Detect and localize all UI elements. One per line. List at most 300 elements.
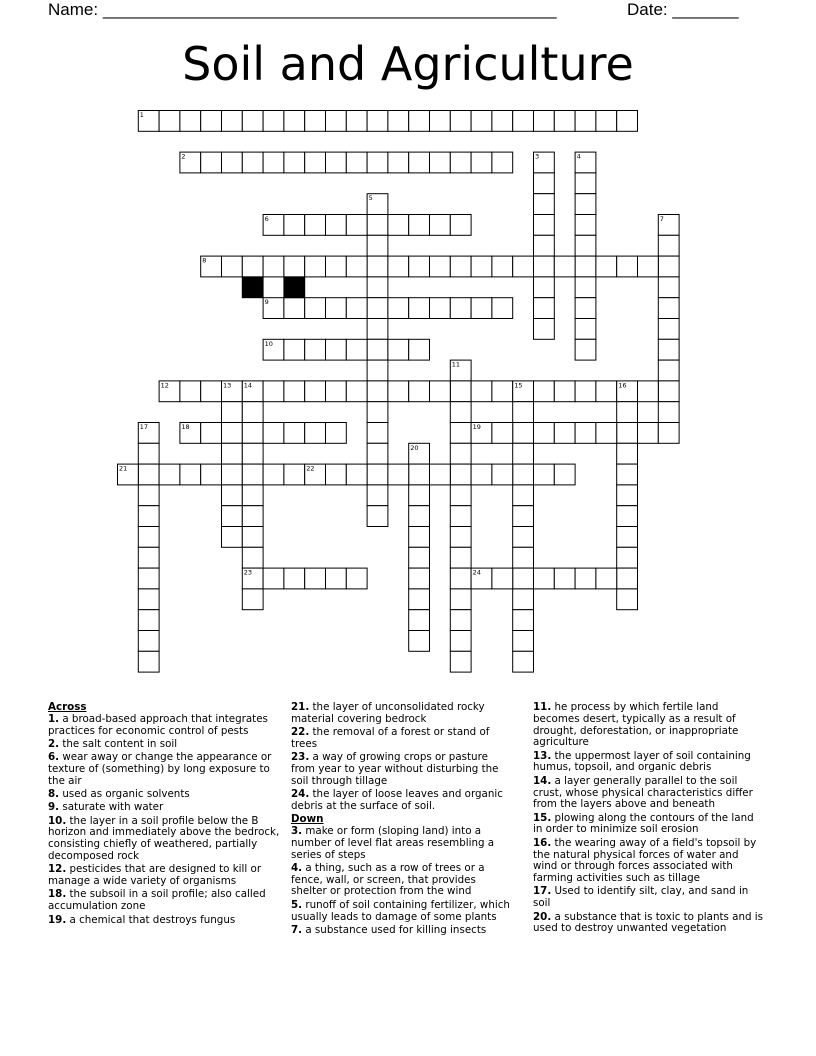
grid-cell[interactable] [554,423,575,444]
grid-cell[interactable] [263,256,284,277]
grid-cell[interactable] [617,464,638,485]
down-clue [291,863,513,898]
grid-cell[interactable] [450,568,471,589]
grid-cell[interactable] [367,111,388,132]
grid-cell[interactable] [326,111,347,132]
grid-cell[interactable] [159,464,180,485]
grid-cell[interactable] [409,111,430,132]
grid-cell[interactable] [513,610,534,631]
grid-cell[interactable] [658,339,679,360]
grid-cell[interactable] [554,568,575,589]
clue-num: 9. [48,801,60,814]
grid-cell[interactable] [222,423,243,444]
grid-cell[interactable] [575,339,596,360]
grid-cell[interactable] [201,152,222,173]
grid-cell[interactable] [326,381,347,402]
grid-cell[interactable] [492,256,513,277]
grid-cell[interactable] [242,256,263,277]
grid-cell[interactable] [534,381,555,402]
grid-cell[interactable] [430,298,451,319]
grid-cell[interactable] [138,443,159,464]
grid-cell[interactable] [388,339,409,360]
grid-cell[interactable] [492,423,513,444]
clue-text: the uppermost layer of soil containing humus, topsoil, and organic debris [533,749,751,774]
across-clue [48,789,280,801]
grid-cell[interactable] [492,381,513,402]
grid-cell[interactable] [138,610,159,631]
grid-cell[interactable] [388,152,409,173]
grid-cell[interactable] [575,568,596,589]
grid-cell[interactable] [450,651,471,672]
grid-cell[interactable] [471,381,492,402]
grid-cell[interactable] [658,256,679,277]
grid-cell[interactable] [513,527,534,548]
clue-number: 19 [472,423,481,431]
grid-cell[interactable] [222,527,243,548]
grid-cell[interactable] [263,152,284,173]
grid-cell[interactable] [138,651,159,672]
grid-cell[interactable] [388,215,409,236]
grid-cell[interactable] [346,256,367,277]
grid-cell[interactable] [367,506,388,527]
grid-cell[interactable] [346,298,367,319]
grid-cell[interactable] [450,215,471,236]
grid-cell[interactable] [617,256,638,277]
clue-number: 8 [202,256,207,265]
grid-cell[interactable] [284,381,305,402]
grid-cell[interactable] [575,256,596,277]
grid-cell[interactable] [138,464,159,485]
across-clue [291,752,513,787]
grid-cell[interactable] [658,423,679,444]
grid-cell[interactable] [409,256,430,277]
clue-num: 2. [48,737,60,750]
grid-cell[interactable] [450,152,471,173]
grid-cell[interactable] [346,152,367,173]
grid-cell[interactable] [617,547,638,568]
grid-cell[interactable] [367,464,388,485]
grid-cell[interactable] [138,589,159,610]
grid-cell[interactable] [617,423,638,444]
clue-text: the layer of loose leaves and organic debris at the surface of soil. [291,788,503,812]
clue-text: a layer generally parallel to the soil crust, whose physical characteristics differ from the layers above and beneath [533,774,753,811]
grid-cell[interactable] [513,464,534,485]
grid-cell[interactable] [388,464,409,485]
grid-cell[interactable] [575,111,596,132]
grid-cell[interactable] [242,527,263,548]
clue-text: the salt content in soil [59,737,178,750]
grid-cell[interactable] [305,568,326,589]
grid-cell[interactable] [305,152,326,173]
grid-cell[interactable] [326,339,347,360]
grid-cell[interactable] [513,568,534,589]
clue-num: 16. [533,836,552,849]
grid-cell[interactable] [222,152,243,173]
grid-cell[interactable] [138,485,159,506]
grid-cell[interactable] [242,464,263,485]
grid-cell[interactable] [450,589,471,610]
grid-cell[interactable] [638,256,659,277]
grid-cell[interactable] [534,194,555,215]
grid-cell[interactable] [346,339,367,360]
clue-num: 8. [48,788,60,801]
grid-cell[interactable] [242,589,263,610]
grid-cell[interactable] [554,256,575,277]
grid-cell[interactable] [305,111,326,132]
grid-cell[interactable] [638,381,659,402]
grid-cell[interactable] [346,381,367,402]
grid-cell[interactable] [430,152,451,173]
grid-cell[interactable] [596,381,617,402]
grid-cell[interactable] [138,547,159,568]
grid-cell[interactable] [534,568,555,589]
grid-cell[interactable] [430,381,451,402]
clue-text: a broad-based approach that integrates practices for economic control of pests [48,712,268,737]
grid-cell[interactable] [409,547,430,568]
clue-text: a substance used for killing insects [302,923,487,936]
grid-cell[interactable] [346,111,367,132]
grid-cell[interactable] [575,319,596,340]
across-heading: Across [48,701,87,713]
grid-cell[interactable] [409,589,430,610]
grid-cell[interactable] [430,464,451,485]
grid-cell[interactable] [284,464,305,485]
clue-text: saturate with water [59,801,164,814]
grid-cell[interactable] [367,319,388,340]
clue-number: 22 [306,464,315,473]
grid-cell[interactable] [450,443,471,464]
grid-cell[interactable] [367,485,388,506]
clue-text: the layer of unconsolidated rocky material covering bedrock [291,701,485,725]
grid-cell[interactable] [658,298,679,319]
grid-cell[interactable] [388,256,409,277]
grid-cell[interactable] [450,402,471,423]
grid-cell[interactable] [242,443,263,464]
grid-cell[interactable] [575,277,596,298]
across-clue [48,739,280,751]
clue-num: 4. [291,861,303,874]
grid-cell[interactable] [305,298,326,319]
grid-cell[interactable] [409,464,430,485]
grid-cell[interactable] [534,277,555,298]
black-block [242,277,263,298]
grid-cell[interactable] [138,527,159,548]
grid-cell[interactable] [450,485,471,506]
grid-cell[interactable] [492,568,513,589]
grid-cell[interactable] [367,443,388,464]
clue-number: 21 [119,464,128,473]
down-clue [533,751,765,775]
grid-cell[interactable] [534,423,555,444]
grid-cell[interactable] [471,152,492,173]
grid-cell[interactable] [450,256,471,277]
grid-cell[interactable] [409,339,430,360]
grid-cell[interactable] [450,610,471,631]
grid-cell[interactable] [492,152,513,173]
grid-cell[interactable] [617,111,638,132]
clue-number: 1 [139,111,144,119]
across-clue [48,864,280,888]
grid-cell[interactable] [617,443,638,464]
grid-cell[interactable] [388,111,409,132]
grid-cell[interactable] [617,568,638,589]
grid-cell[interactable] [284,298,305,319]
grid-cell[interactable] [513,651,534,672]
grid-cell[interactable] [367,298,388,319]
grid-cell[interactable] [596,568,617,589]
grid-cell[interactable] [222,256,243,277]
grid-cell[interactable] [222,464,243,485]
grid-cell[interactable] [658,381,679,402]
grid-cell[interactable] [492,464,513,485]
grid-cell[interactable] [284,339,305,360]
grid-cell[interactable] [326,256,347,277]
grid-cell[interactable] [242,402,263,423]
name-label: Name: [48,0,99,19]
grid-cell[interactable] [367,339,388,360]
grid-cell[interactable] [263,464,284,485]
grid-cell[interactable] [263,381,284,402]
name-line[interactable]: ________________________________________________ [102,0,557,19]
date-line[interactable]: _______ [672,0,739,19]
grid-cell[interactable] [534,215,555,236]
grid-cell[interactable] [242,485,263,506]
grid-cell[interactable] [367,360,388,381]
grid-cell[interactable] [450,527,471,548]
grid-cell[interactable] [492,111,513,132]
clue-num: 19. [48,913,67,926]
grid-cell[interactable] [513,506,534,527]
grid-cell[interactable] [284,568,305,589]
clue-num: 21. [291,701,310,713]
grid-cell[interactable] [513,485,534,506]
clue-number: 4 [576,152,581,161]
grid-cell[interactable] [367,381,388,402]
grid-cell[interactable] [554,464,575,485]
clue-text: a thing, such as a row of trees or a fence, wall, or screen, that provides shelter or protection from the wind [291,861,485,898]
grid-cell[interactable] [367,402,388,423]
clue-number: 16 [618,381,627,390]
clue-text: wear away or change the appearance or texture of (something) by long exposure to the air [48,751,272,787]
grid-cell[interactable] [409,631,430,652]
grid-cell[interactable] [534,256,555,277]
down-clue [533,838,765,885]
grid-cell[interactable] [534,298,555,319]
grid-cell[interactable] [180,464,201,485]
grid-cell[interactable] [534,319,555,340]
grid-cell[interactable] [242,506,263,527]
grid-cell[interactable] [450,547,471,568]
grid-cell[interactable] [513,589,534,610]
grid-cell[interactable] [471,256,492,277]
grid-cell[interactable] [326,568,347,589]
grid-cell[interactable] [242,547,263,568]
grid-cell[interactable] [284,111,305,132]
grid-cell[interactable] [575,235,596,256]
clue-num: 11. [533,701,552,713]
grid-cell[interactable] [388,298,409,319]
grid-cell[interactable] [305,256,326,277]
grid-cell[interactable] [450,506,471,527]
grid-cell[interactable] [326,423,347,444]
grid-cell[interactable] [242,423,263,444]
grid-cell[interactable] [284,256,305,277]
grid-cell[interactable] [326,298,347,319]
grid-cell[interactable] [638,423,659,444]
grid-cell[interactable] [222,402,243,423]
grid-cell[interactable] [346,464,367,485]
grid-cell[interactable] [575,423,596,444]
grid-cell[interactable] [263,423,284,444]
grid-cell[interactable] [575,298,596,319]
clue-num: 18. [48,888,67,901]
grid-cell[interactable] [367,215,388,236]
grid-cell[interactable] [513,443,534,464]
grid-cell[interactable] [430,215,451,236]
grid-cell[interactable] [305,381,326,402]
grid-cell[interactable] [263,111,284,132]
grid-cell[interactable] [367,235,388,256]
grid-cell[interactable] [409,215,430,236]
grid-cell[interactable] [367,152,388,173]
grid-cell[interactable] [471,464,492,485]
grid-cell[interactable] [450,464,471,485]
grid-cell[interactable] [201,423,222,444]
grid-cell[interactable] [159,111,180,132]
grid-cell[interactable] [346,215,367,236]
grid-cell[interactable] [222,111,243,132]
down-clue [533,702,765,749]
clue-number: 11 [451,360,461,369]
grid-cell[interactable] [596,256,617,277]
clue-number: 5 [368,194,373,203]
grid-cell[interactable] [201,111,222,132]
page-title: Soil and Agriculture [182,37,634,91]
grid-cell[interactable] [450,423,471,444]
grid-cell[interactable] [471,111,492,132]
grid-cell[interactable] [284,152,305,173]
grid-cell[interactable] [138,506,159,527]
grid-cell[interactable] [430,111,451,132]
grid-cell[interactable] [409,568,430,589]
grid-cell[interactable] [180,111,201,132]
grid-cell[interactable] [367,256,388,277]
grid-cell[interactable] [346,568,367,589]
grid-cell[interactable] [450,111,471,132]
grid-cell[interactable] [617,402,638,423]
grid-cell[interactable] [575,194,596,215]
grid-cell[interactable] [513,423,534,444]
grid-cell[interactable] [534,111,555,132]
grid-cell[interactable] [596,111,617,132]
grid-cell[interactable] [201,381,222,402]
grid-cell[interactable] [138,568,159,589]
grid-cell[interactable] [513,256,534,277]
clue-number: 10 [264,339,273,348]
grid-cell[interactable] [450,381,471,402]
grid-cell[interactable] [305,215,326,236]
grid-cell[interactable] [658,235,679,256]
grid-cell[interactable] [575,381,596,402]
down-clue [291,826,513,861]
grid-cell[interactable] [409,485,430,506]
grid-cell[interactable] [263,568,284,589]
grid-cell[interactable] [658,402,679,423]
grid-cell[interactable] [326,152,347,173]
grid-cell[interactable] [513,631,534,652]
down-clue [291,925,513,937]
grid-cell[interactable] [409,610,430,631]
grid-cell[interactable] [534,173,555,194]
grid-cell[interactable] [513,402,534,423]
grid-cell[interactable] [409,381,430,402]
grid-cell[interactable] [242,111,263,132]
grid-cell[interactable] [367,423,388,444]
grid-cell[interactable] [180,381,201,402]
grid-cell[interactable] [575,173,596,194]
grid-cell[interactable] [409,506,430,527]
grid-cell[interactable] [326,464,347,485]
grid-cell[interactable] [471,298,492,319]
clue-text: used as organic solvents [59,788,190,801]
across-clue [291,727,513,751]
grid-cell[interactable] [409,298,430,319]
grid-cell[interactable] [596,423,617,444]
grid-cell[interactable] [534,235,555,256]
clue-num: 17. [533,885,552,898]
clue-text: the subsoil in a soil profile; also called accumulation zone [48,888,266,913]
clues-column-1 [48,702,280,928]
grid-cell[interactable] [554,111,575,132]
grid-cell[interactable] [305,423,326,444]
grid-cell[interactable] [492,298,513,319]
grid-cell[interactable] [617,485,638,506]
grid-cell[interactable] [534,464,555,485]
grid-cell[interactable] [430,256,451,277]
grid-cell[interactable] [388,381,409,402]
grid-cell[interactable] [222,443,243,464]
clue-num: 10. [48,814,67,827]
grid-cell[interactable] [242,152,263,173]
grid-cell[interactable] [409,152,430,173]
grid-cell[interactable] [513,547,534,568]
grid-cell[interactable] [450,631,471,652]
grid-cell[interactable] [284,423,305,444]
grid-cell[interactable] [513,111,534,132]
grid-cell[interactable] [367,277,388,298]
grid-cell[interactable] [201,464,222,485]
grid-cell[interactable] [554,381,575,402]
grid-cell[interactable] [658,319,679,340]
grid-cell[interactable] [326,215,347,236]
grid-cell[interactable] [284,215,305,236]
grid-cell[interactable] [305,339,326,360]
grid-cell[interactable] [222,485,243,506]
grid-cell[interactable] [222,506,243,527]
grid-cell[interactable] [409,527,430,548]
grid-cell[interactable] [617,589,638,610]
grid-cell[interactable] [138,631,159,652]
grid-cell[interactable] [450,298,471,319]
clue-num: 24. [291,788,310,801]
grid-cell[interactable] [658,360,679,381]
grid-cell[interactable] [617,506,638,527]
grid-cell[interactable] [658,277,679,298]
clue-text: a way of growing crops or pasture from year to year without disturbing the soil through tillage [291,751,499,787]
grid-cell[interactable] [575,215,596,236]
clue-text: he process by which fertile land becomes desert, typically as a result of drought, deforestation, or inappropriate agriculture [533,701,739,749]
grid-cell[interactable] [617,527,638,548]
